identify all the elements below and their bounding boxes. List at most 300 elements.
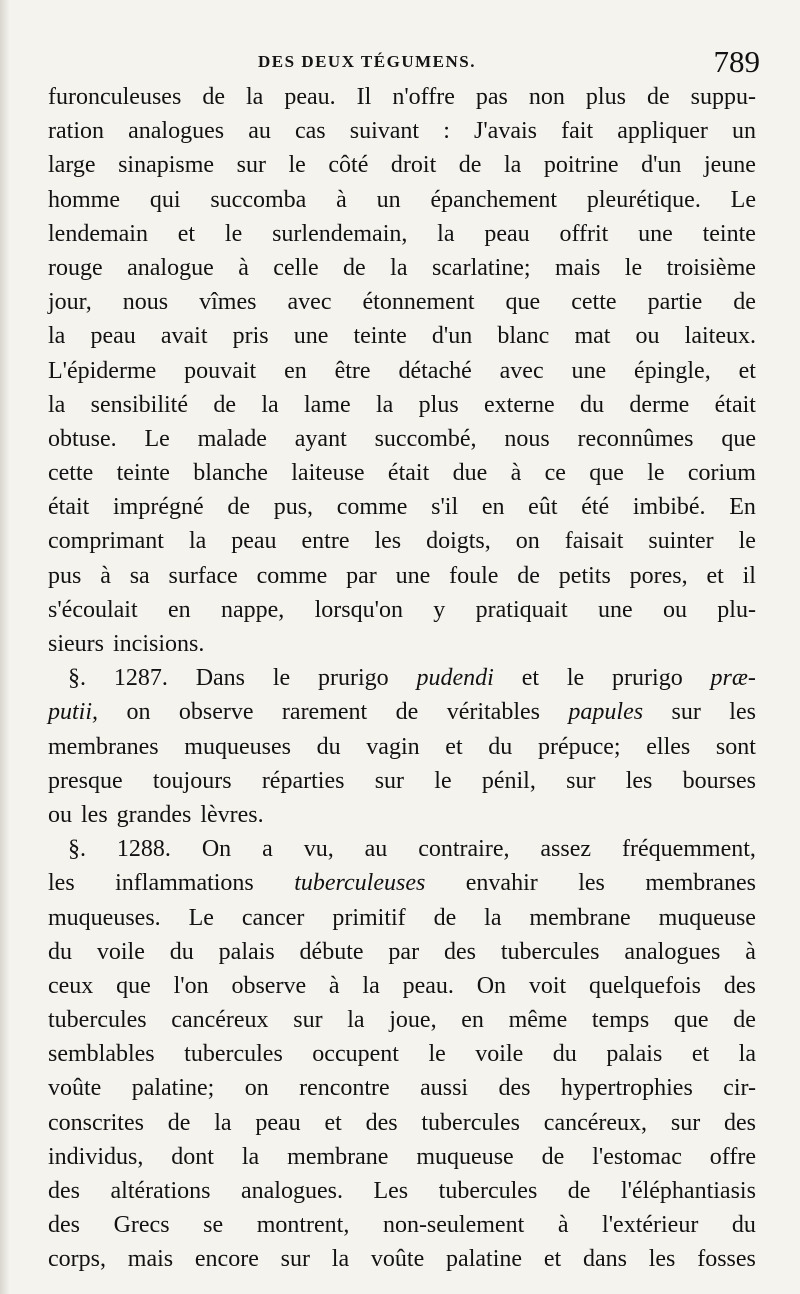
word: du: [48, 938, 72, 965]
word: lame: [304, 391, 351, 418]
word: tubercules: [500, 938, 600, 965]
word: le: [434, 767, 452, 794]
word: du: [488, 733, 513, 760]
word: occupent: [312, 1041, 399, 1068]
word: inflammations: [115, 870, 254, 897]
word: et: [445, 733, 463, 760]
word: tubercules: [438, 1178, 538, 1204]
word: la: [738, 1041, 756, 1068]
word: par: [346, 562, 377, 589]
running-head-title: DES DEUX TÉGUMENS.: [258, 52, 476, 71]
word: contraire,: [418, 836, 510, 863]
word: sur: [374, 767, 405, 794]
word: suppu-: [690, 84, 756, 110]
word: les: [625, 767, 653, 794]
word: les: [578, 870, 605, 897]
word: Le: [188, 904, 214, 931]
word: ceux: [48, 972, 94, 999]
word: encore: [194, 1246, 259, 1273]
word: par: [388, 938, 420, 965]
word: des: [443, 938, 476, 965]
word: voûte: [48, 1075, 102, 1102]
word: cette: [571, 289, 617, 316]
word: mais: [555, 254, 601, 281]
word: elles: [646, 733, 691, 760]
word: hypertrophies: [560, 1075, 693, 1102]
word: incisions.: [113, 631, 205, 657]
word: y: [433, 596, 446, 623]
word: analogues.: [241, 1178, 343, 1204]
word: doigts,: [426, 528, 491, 555]
word: au: [364, 836, 388, 863]
word: quelquefois: [589, 972, 702, 999]
word: des: [498, 1075, 531, 1102]
word: des: [48, 1178, 80, 1204]
word: un: [732, 118, 756, 145]
word: n'offre: [392, 84, 455, 110]
word: Il: [356, 84, 372, 110]
word: blanc: [497, 323, 550, 350]
word: peau: [484, 220, 530, 247]
word: aussi: [420, 1075, 469, 1102]
word: sur: [671, 699, 701, 726]
word: l'extérieur: [602, 1212, 699, 1239]
word: tuberculeuses: [294, 870, 426, 897]
word: sieurs: [48, 631, 104, 657]
word: sur: [566, 767, 596, 794]
word: ration: [48, 118, 104, 145]
word: des: [365, 1109, 398, 1136]
word: cas: [294, 118, 326, 145]
word: une: [638, 220, 673, 247]
text-line: [48, 183, 756, 217]
word: à: [100, 562, 111, 589]
text-line: [48, 1037, 756, 1071]
text-line: [48, 1071, 756, 1105]
word: assez: [540, 836, 592, 863]
word: une: [597, 596, 633, 623]
word: temps: [591, 1007, 650, 1034]
word: être: [334, 357, 371, 384]
word: la: [48, 391, 66, 418]
word: le: [272, 665, 291, 692]
word: blanche: [193, 460, 268, 487]
word: Le: [730, 186, 756, 213]
word: montrent,: [256, 1212, 350, 1239]
word: imbibé.: [632, 494, 706, 521]
word: cette: [48, 460, 94, 487]
word: sont: [715, 733, 756, 760]
word: :: [443, 118, 450, 145]
word: plus: [585, 84, 626, 110]
word: en: [284, 357, 307, 384]
text-line: [48, 456, 756, 490]
word: avec: [499, 357, 544, 384]
word: des: [48, 1212, 80, 1239]
word: envahir: [465, 870, 538, 897]
word: joue,: [389, 1007, 437, 1034]
word: offrit: [559, 220, 609, 247]
word: On: [201, 836, 232, 863]
word: il: [742, 562, 756, 589]
word: Les: [373, 1178, 409, 1204]
word: on: [126, 699, 151, 726]
word: L'épiderme: [48, 357, 157, 384]
text-line: [48, 251, 756, 285]
text-line: [48, 388, 756, 422]
word: voit: [528, 972, 567, 999]
word: pus: [48, 562, 82, 589]
word: de: [567, 1178, 591, 1204]
word: comprimant: [48, 528, 164, 555]
word: eût: [528, 494, 558, 521]
word: ou: [635, 323, 660, 350]
text-line: [48, 148, 756, 182]
word: 1288.: [116, 836, 171, 863]
word: teinte: [702, 220, 756, 247]
word: à: [336, 186, 347, 213]
word: large: [48, 152, 96, 179]
word: de: [458, 152, 482, 179]
word: non: [528, 84, 565, 110]
word: observe: [178, 699, 254, 726]
word: avec: [287, 289, 332, 316]
word: sur: [280, 1246, 310, 1273]
word: véritables: [446, 699, 540, 726]
word: appliquer: [617, 118, 708, 145]
word: pores,: [629, 562, 688, 589]
word: la: [261, 391, 279, 418]
word: lendemain: [48, 220, 148, 247]
word: détaché: [398, 357, 472, 384]
word: le: [647, 460, 665, 487]
text-line: [48, 969, 756, 1003]
word: membranes: [645, 870, 756, 897]
word: corps,: [48, 1246, 106, 1273]
word: et: [521, 665, 540, 692]
word: se: [203, 1212, 224, 1239]
word: de: [202, 84, 225, 110]
word: vu,: [303, 836, 334, 863]
word: membrane: [287, 1143, 389, 1170]
word: primitif: [332, 904, 406, 931]
word: peau: [231, 528, 277, 555]
word: En: [729, 494, 756, 521]
word: tubercules: [184, 1041, 283, 1068]
word: individus,: [48, 1143, 144, 1170]
word: muqueuse: [416, 1143, 514, 1170]
word: rarement: [281, 699, 368, 726]
word: la: [245, 84, 264, 110]
text-line: [48, 1140, 756, 1174]
word: été: [581, 494, 610, 521]
word: débute: [299, 938, 364, 965]
word: le: [566, 665, 585, 692]
word: une: [571, 357, 607, 384]
word: à: [557, 1212, 569, 1239]
word: du: [316, 733, 341, 760]
word: derme: [629, 391, 690, 418]
word: de: [213, 391, 236, 418]
word: épanchement: [430, 186, 558, 213]
word: nappe,: [220, 596, 285, 623]
word: tubercules: [48, 1007, 147, 1034]
word: ce: [544, 460, 566, 487]
word: les: [48, 870, 75, 897]
word: Grecs: [113, 1212, 170, 1239]
word: le: [224, 220, 243, 247]
word: prurigo: [318, 665, 389, 692]
word: pouvait: [184, 357, 257, 384]
text-line: [48, 730, 756, 764]
word: nous: [122, 289, 169, 316]
word: de: [517, 562, 540, 589]
word: dont: [171, 1143, 214, 1170]
word: teinte: [353, 323, 407, 350]
word: membrane: [529, 904, 631, 931]
text-line: [48, 798, 756, 832]
word: en: [481, 494, 505, 521]
word: reconnûmes: [577, 425, 694, 452]
word: palatine;: [131, 1075, 215, 1102]
page-edge-shadow: [0, 0, 10, 1294]
word: §.: [68, 665, 86, 692]
word: droit: [390, 152, 437, 179]
word: succomba: [210, 186, 307, 213]
word: mat: [574, 323, 611, 350]
word: de: [167, 1109, 191, 1136]
word: que: [721, 425, 756, 452]
word: que: [505, 289, 541, 316]
text-line: [48, 1208, 756, 1242]
word: jour,: [48, 289, 92, 316]
word: conscrites: [48, 1109, 144, 1136]
word: faisait: [564, 528, 624, 555]
text-line: [48, 354, 756, 388]
word: la: [331, 1246, 350, 1273]
word: grandes: [116, 801, 192, 828]
word: jeune: [703, 152, 756, 179]
text-line: [48, 901, 756, 935]
word: prurigo: [612, 665, 683, 692]
text-line: [48, 1174, 756, 1208]
word: était: [387, 460, 430, 487]
word: a: [262, 836, 273, 863]
word: teinte: [116, 460, 170, 487]
word: J'avais: [474, 118, 537, 145]
word: le: [738, 528, 756, 555]
word: épingle,: [634, 357, 711, 384]
word: nous: [504, 425, 550, 452]
word: analogues: [128, 118, 225, 145]
word: les: [729, 699, 756, 726]
word: à: [238, 254, 249, 281]
page-number: 789: [713, 44, 760, 79]
word: fosses: [697, 1246, 756, 1273]
word: côté: [328, 152, 369, 179]
word: sur: [670, 1109, 701, 1136]
word: analogue: [127, 254, 214, 281]
word: analogues: [624, 938, 721, 965]
word: l'éléphantiasis: [620, 1178, 756, 1204]
word: foule: [449, 562, 499, 589]
word: la: [347, 1007, 365, 1034]
word: de: [227, 494, 251, 521]
word: plus: [418, 391, 459, 418]
word: palatine: [446, 1246, 523, 1273]
word: réparties: [261, 767, 345, 794]
word: à: [510, 460, 522, 487]
word: suinter: [648, 528, 714, 555]
word: Dans: [195, 665, 246, 692]
word: corium: [687, 460, 756, 487]
word: plu-: [717, 596, 756, 623]
word: la: [362, 972, 380, 999]
word: des: [723, 972, 756, 999]
word: furonculeuses: [48, 84, 182, 110]
word: cancéreux: [171, 1007, 269, 1034]
word: voile: [96, 938, 145, 965]
word: offre: [709, 1143, 756, 1170]
word: pus,: [273, 494, 314, 521]
word: les: [374, 528, 402, 555]
word: malade: [197, 425, 267, 452]
word: non-seulement: [382, 1212, 525, 1239]
text-line: [48, 422, 756, 456]
text-line: [48, 695, 756, 729]
word: la: [188, 528, 207, 555]
word: prépuce;: [537, 733, 621, 760]
word: de: [733, 289, 756, 316]
word: obtuse.: [48, 425, 117, 452]
word: muqueuses: [184, 733, 291, 760]
word: pas: [475, 84, 508, 110]
word: palais: [218, 938, 275, 965]
word: et: [543, 1246, 562, 1273]
text-line: [48, 319, 756, 353]
word: avait: [160, 323, 208, 350]
word: la: [504, 152, 522, 179]
word: la: [437, 220, 455, 247]
word: que: [673, 1007, 709, 1034]
word: au: [248, 118, 271, 145]
word: vîmes: [199, 289, 257, 316]
word: était: [48, 494, 90, 521]
word: voûte: [370, 1246, 425, 1273]
word: le: [428, 1041, 446, 1068]
word: sa: [129, 562, 150, 589]
word: muqueuses.: [48, 904, 161, 931]
word: de: [395, 699, 419, 726]
word: de: [646, 84, 670, 110]
word: les: [648, 1246, 676, 1273]
word: peau: [90, 323, 136, 350]
word: 1287.: [113, 665, 168, 692]
text-line: [48, 866, 756, 900]
word: laiteuse: [291, 460, 365, 487]
word: On: [476, 972, 507, 999]
word: sensibilité: [90, 391, 188, 418]
word: toujours: [152, 767, 232, 794]
word: étonnement: [362, 289, 475, 316]
word: sur: [236, 152, 266, 179]
word: un: [376, 186, 401, 213]
word: pratiquait: [475, 596, 568, 623]
word: muqueuse: [658, 904, 756, 931]
word: presque: [48, 767, 123, 794]
body-text: [48, 80, 756, 1277]
text-line: [48, 1003, 756, 1037]
word: la: [390, 254, 408, 281]
word: externe: [484, 391, 555, 418]
word: due: [452, 460, 488, 487]
word: celle: [273, 254, 319, 281]
word: de: [541, 1143, 565, 1170]
word: que: [589, 460, 624, 487]
word: et: [691, 1041, 710, 1068]
word: putii,: [48, 699, 99, 726]
text-line: [48, 832, 756, 866]
word: de: [733, 1007, 756, 1034]
word: en: [167, 596, 191, 623]
word: pleurétique.: [586, 186, 701, 213]
word: était: [714, 391, 756, 418]
word: petits: [558, 562, 611, 589]
word: sur: [293, 1007, 323, 1034]
word: on: [515, 528, 540, 555]
word: du: [169, 938, 194, 965]
word: imprégné: [113, 494, 204, 521]
word: laiteux.: [684, 323, 756, 350]
word: ayant: [294, 425, 347, 452]
word: et: [177, 220, 196, 247]
word: à: [745, 938, 756, 965]
word: rouge: [48, 254, 103, 281]
word: peau.: [402, 972, 454, 999]
word: la: [484, 904, 502, 931]
word: §.: [68, 836, 86, 863]
word: peau.: [284, 84, 336, 110]
word: à: [328, 972, 340, 999]
word: qui: [149, 186, 181, 213]
word: les: [81, 801, 108, 828]
word: surface: [168, 562, 238, 589]
word: le: [624, 254, 643, 281]
word: scarlatine;: [431, 254, 531, 281]
word: cancéreux,: [543, 1109, 648, 1136]
word: fréquemment,: [621, 836, 756, 863]
word: une: [395, 562, 431, 589]
word: et: [324, 1109, 342, 1136]
word: entre: [301, 528, 350, 555]
word: lorsqu'on: [314, 596, 403, 623]
text-line: [48, 80, 756, 114]
text-line: [48, 524, 756, 558]
word: semblables: [48, 1041, 155, 1068]
word: que: [116, 972, 151, 999]
word: pris: [232, 323, 269, 350]
word: cir-: [723, 1075, 756, 1102]
text-line: [48, 1106, 756, 1140]
word: rencontre: [299, 1075, 390, 1102]
word: troisième: [666, 254, 756, 281]
word: en: [461, 1007, 484, 1034]
word: d'un: [641, 152, 682, 179]
word: poitrine: [543, 152, 619, 179]
word: la: [214, 1109, 232, 1136]
word: Le: [144, 425, 170, 452]
word: palais: [606, 1041, 663, 1068]
